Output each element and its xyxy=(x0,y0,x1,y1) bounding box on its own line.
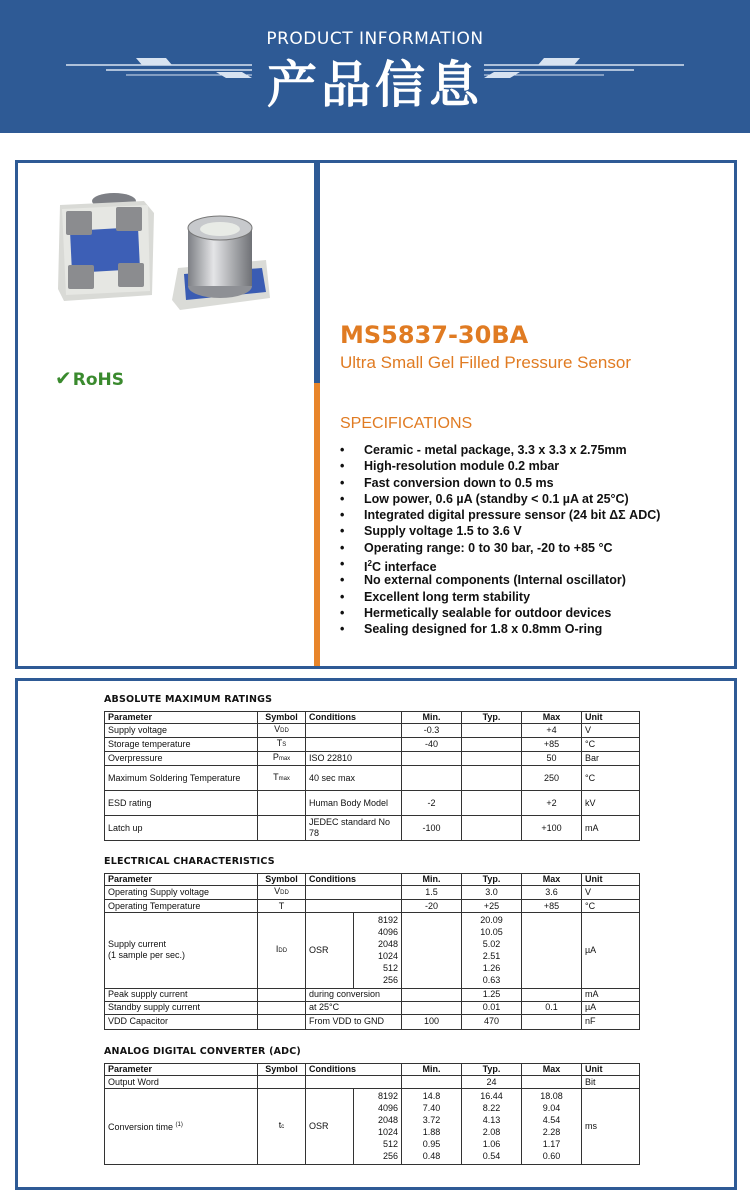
elec-title: ELECTRICAL CHARACTERISTICS xyxy=(104,856,275,867)
spec-item: • Hermetically sealable for outdoor devices xyxy=(340,605,660,621)
product-overview-panel xyxy=(15,160,737,669)
table-row: Latch up JEDEC standard No 78 -100 +100 mA xyxy=(105,816,640,841)
spec-item: • Sealing designed for 1.8 x 0.8mm O-ring xyxy=(340,621,660,637)
table-row: Supply voltage VDD -0.3 +4 V xyxy=(105,724,640,738)
table-row: Supply current (1 sample per sec.) IDD OSR 8192 4096 2048 1024 512 256 20.09 10.05 5.02 2.51 1.26 0.63 µA xyxy=(105,913,640,989)
amr-table xyxy=(104,711,640,841)
table-row: Peak supply current during conversion 1.25 mA xyxy=(105,988,640,1001)
spec-item: • Supply voltage 1.5 to 3.6 V xyxy=(340,523,660,539)
rohs-label: RoHS xyxy=(72,370,125,390)
product-subtitle: Ultra Small Gel Filled Pressure Sensor xyxy=(340,353,631,372)
specifications-list xyxy=(340,442,660,638)
adc-table xyxy=(104,1063,640,1165)
header-title-en: PRODUCT INFORMATION xyxy=(266,29,484,49)
spec-item: • No external components (Internal oscillator) xyxy=(340,572,660,588)
check-icon: ✔ xyxy=(55,366,72,390)
table-row: VDD Capacitor From VDD to GND 100 470 nF xyxy=(105,1014,640,1029)
table-row: Storage temperature TS -40 +85 °C xyxy=(105,738,640,752)
table-header-row: Parameter Symbol Conditions Min. Typ. Max Unit xyxy=(105,712,640,724)
table-row: Maximum Soldering Temperature Tmax 40 sec max 250 °C xyxy=(105,766,640,791)
header-title-cn: 产品信息 xyxy=(267,56,483,114)
table-row: Operating Temperature T -20 +25 +85 °C xyxy=(105,900,640,913)
table-row: Standby supply current at 25°C 0.01 0.1 µA xyxy=(105,1001,640,1014)
rohs-badge xyxy=(55,366,124,390)
table-row: ESD rating Human Body Model -2 +2 kV xyxy=(105,791,640,816)
page-header xyxy=(0,0,750,133)
sensor-bottom-image xyxy=(56,191,156,301)
spec-item: • Low power, 0.6 µA (standby < 0.1 µA at 25°C) xyxy=(340,491,660,507)
spec-item: • Operating range: 0 to 30 bar, -20 to +85 °C xyxy=(340,540,660,556)
table-row: Operating Supply voltage VDD 1.5 3.0 3.6 V xyxy=(105,886,640,900)
amr-title: ABSOLUTE MAXIMUM RATINGS xyxy=(104,694,273,705)
divider-blue xyxy=(314,163,320,383)
spec-item: • Excellent long term stability xyxy=(340,589,660,605)
specifications-title: SPECIFICATIONS xyxy=(340,415,473,432)
divider-orange xyxy=(314,383,320,666)
spec-item: • High-resolution module 0.2 mbar xyxy=(340,458,660,474)
product-model: MS5837-30BA xyxy=(340,321,529,349)
table-row: Output Word 24 Bit xyxy=(105,1076,640,1089)
spec-item: • $I^2C$ interface xyxy=(340,556,660,572)
table-header-row: Parameter Symbol Conditions Min. Typ. Max Unit xyxy=(105,1064,640,1076)
elec-table xyxy=(104,873,640,1030)
table-header-row: Parameter Symbol Conditions Min. Typ. Max Unit xyxy=(105,874,640,886)
spec-item: • Fast conversion down to 0.5 ms xyxy=(340,475,660,491)
adc-title: ANALOG DIGITAL CONVERTER (ADC) xyxy=(104,1046,301,1057)
spec-item: • Integrated digital pressure sensor (24 bit ΔΣ ADC) xyxy=(340,507,660,523)
spec-item: • Ceramic - metal package, 3.3 x 3.3 x 2.75mm xyxy=(340,442,660,458)
datasheet-panel xyxy=(15,678,737,1190)
table-row: Conversion time $^{(1)}$ tc OSR 8192 4096 2048 1024 512 256 14.8 7.40 3.72 1.88 0.95 0.48 16.44 8.22 4.13 2.08 1.06 0.54 18.08 9.04 4.54 2.28 1.17 0.60 ms xyxy=(105,1089,640,1165)
table-row: Overpressure Pmax ISO 22810 50 Bar xyxy=(105,752,640,766)
sensor-top-image xyxy=(170,208,272,313)
